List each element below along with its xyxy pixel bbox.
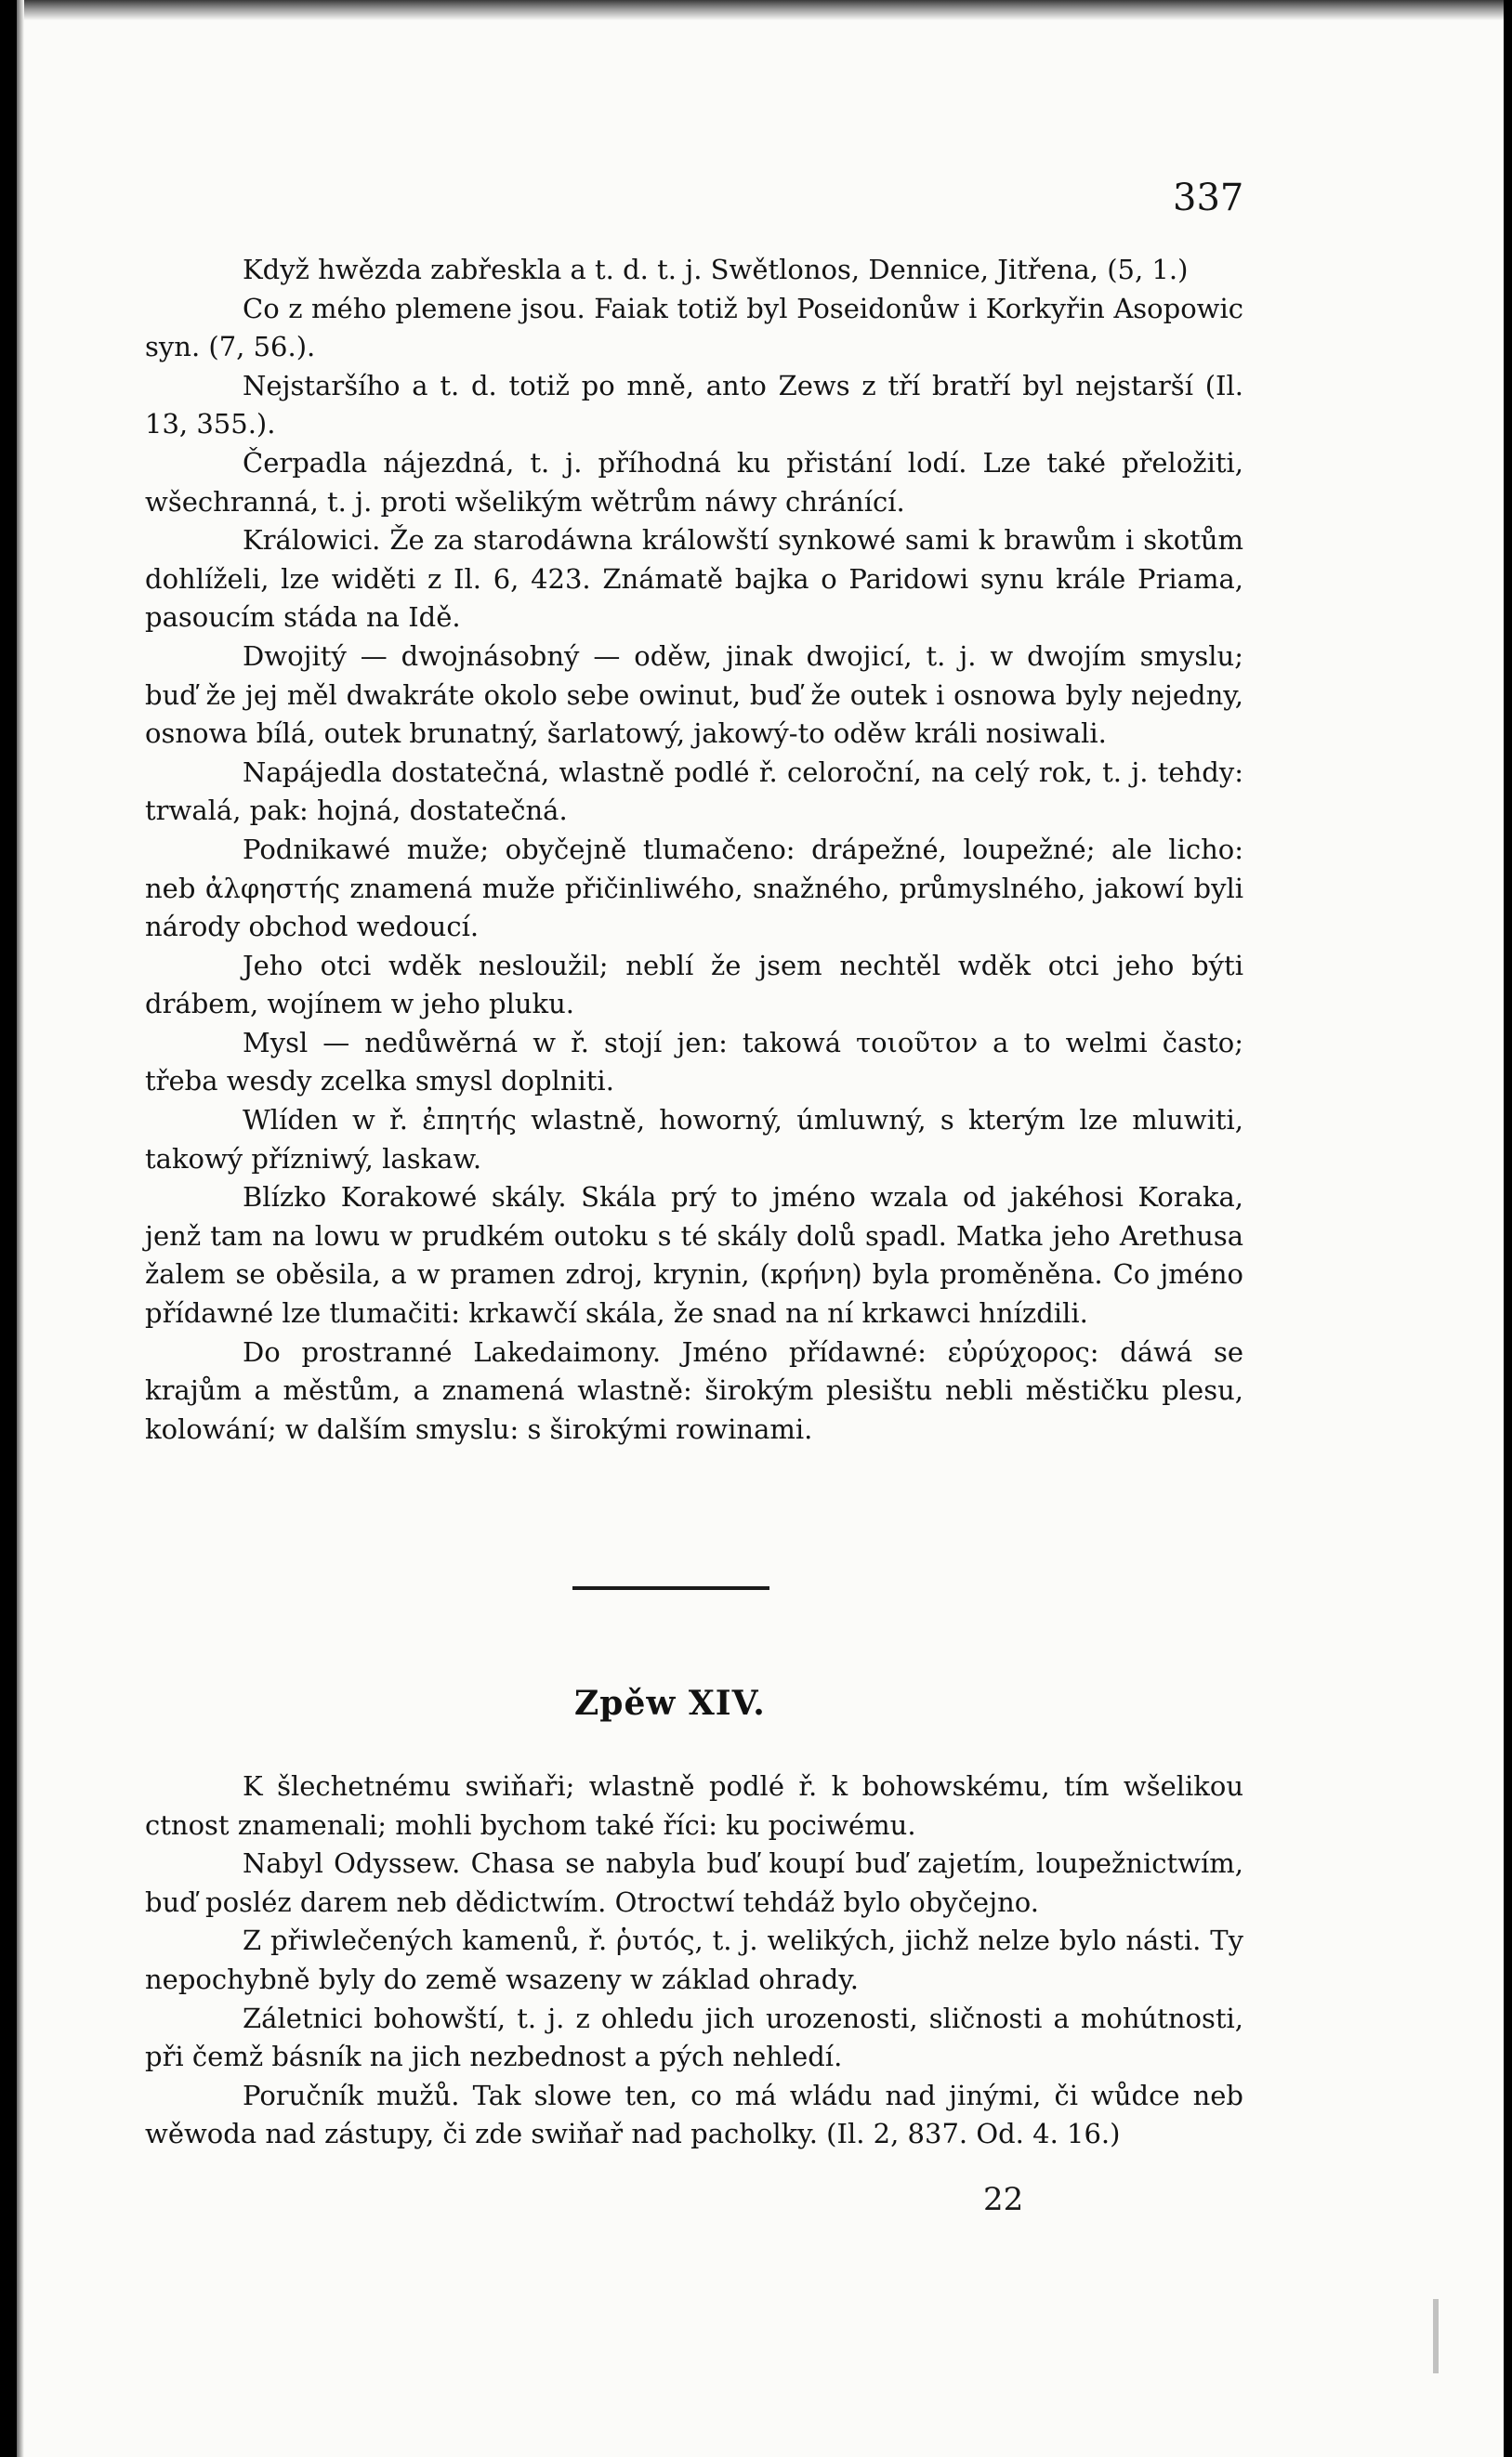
note-paragraph: Nejstaršího a t. d. totiž po mně, anto Zews z tří bratří byl nejstarší (Il. 13, 355.). [145,369,1243,440]
note-paragraph: Do prostranné Lakedaimony. Jméno přídawné: εὐρύχορος: dáwá se krajům a městům, a znamená wlastně: širokým plesištu nebli městičku plesu, kolowání; w dalším smyslu: s širokými rowinami. [145,1335,1243,1445]
note-paragraph: Dwojitý — dwojnásobný — oděw, jinak dwojicí, t. j. w dwojím smyslu; buď že jej měl dwakráte okolo sebe owinut, buď že outek i osnowa byly nejedny, osnowa bílá, outek brunatný, šarlatowý, jakowý-to oděw králi nosiwali. [145,639,1243,750]
note-paragraph: Nabyl Odyssew. Chasa se nabyla buď koupí buď zajetím, loupežnictwím, buď posléz darem neb dědictwím. Otroctwí tehdáž bylo obyčejno. [145,1847,1243,1918]
note-paragraph: Blízko Korakowé skály. Skála prý to jméno wzala od jakéhosi Koraka, jenž tam na lowu w prudkém outoku s té skály dolů spadl. Matka jeho Arethusa žalem se oběsila, a w pramen zdroj, krynin, (κρήνη) byla proměněna. Co jméno přídawné lze tlumačiti: krkawčí skála, že snad na ní krkawci hnízdili. [145,1181,1243,1330]
page-top-edge [17,0,1504,20]
signature-mark: 22 [983,2181,1024,2218]
commentary-notes [145,251,1243,1449]
note-paragraph: Když hwězda zabřeskla a t. d. t. j. Swětlonos, Dennice, Jitřena, (5, 1.) [243,254,1189,285]
note-paragraph: Čerpadla nájezdná, t. j. příhodná ku přistání lodí. Lze také přeložiti, wšechranná, t. j. proti wšelikým wětrům náwy chránící. [145,446,1243,518]
book-page [17,0,1504,2457]
page-gutter-shadow [17,0,24,2457]
note-paragraph: Poručník mužů. Tak slowe ten, co má wládu nad jinými, či wůdce neb wěwoda nad zástupy, či zde swiňař nad pacholky. (Il. 2, 837. Od. 4. 16.) [145,2079,1243,2150]
page-number: 337 [1173,177,1244,219]
song-heading: Zpěw XIV. [574,1684,766,1723]
note-paragraph: Podnikawé muže; obyčejně tlumačeno: drápežné, loupežné; ale licho: neb ἀλφηστής znamená muže přičinliwého, snažného, průmyslného, jakowí byli národy obchod wedoucí. [145,833,1243,943]
note-paragraph: Co z mého plemene jsou. Faiak totiž byl Poseidonůw i Korkyřin Asopowic syn. (7, 56.). [145,292,1243,363]
section-divider [572,1586,769,1590]
note-paragraph: Wlíden w ř. ἐπητής wlastně, howorný, úmluwný, s kterým lze mluwiti, takowý přízniwý, laskaw. [145,1104,1243,1175]
note-paragraph: K šlechetnému swiňaři; wlastně podlé ř. k bohowskému, tím wšelikou ctnost znamenali; mohli bychom také říci: ku pociwému. [145,1770,1243,1841]
note-paragraph: Záletnici bohowští, t. j. z ohledu jich urozenosti, sličnosti a mohútnosti, při čemž básník na jich nezbednost a pých nehledí. [145,2002,1243,2073]
note-paragraph: Mysl — nedůwěrná w ř. stojí jen: takowá τοιοῦτον a to welmi často; třeba wesdy zcelka smysl doplniti. [145,1026,1243,1097]
note-paragraph: Králowici. Že za starodáwna králowští synkowé sami k brawům i skotům dohlíželi, lze widěti z Il. 6, 423. Známatě bajka o Paridowi synu krále Priama, pasoucím stáda na Idě. [145,524,1243,634]
note-paragraph: Napájedla dostatečná, wlastně podlé ř. celoroční, na celý rok, t. j. tehdy: trwalá, pak: hojná, dostatečná. [145,755,1243,827]
note-paragraph: Z přiwlečených kamenů, ř. ῥυτός, t. j. welikých, jichž nelze bylo násti. Ty nepochybně byly do země wsazeny w základ ohrady. [145,1925,1243,1995]
song-commentary-notes [145,1767,1243,2154]
scan-smudge [1433,2299,1439,2373]
note-paragraph: Jeho otci wděk nesloužil; neblí že jsem nechtěl wděk otci jeho býti drábem, wojínem w jeho pluku. [145,949,1243,1020]
